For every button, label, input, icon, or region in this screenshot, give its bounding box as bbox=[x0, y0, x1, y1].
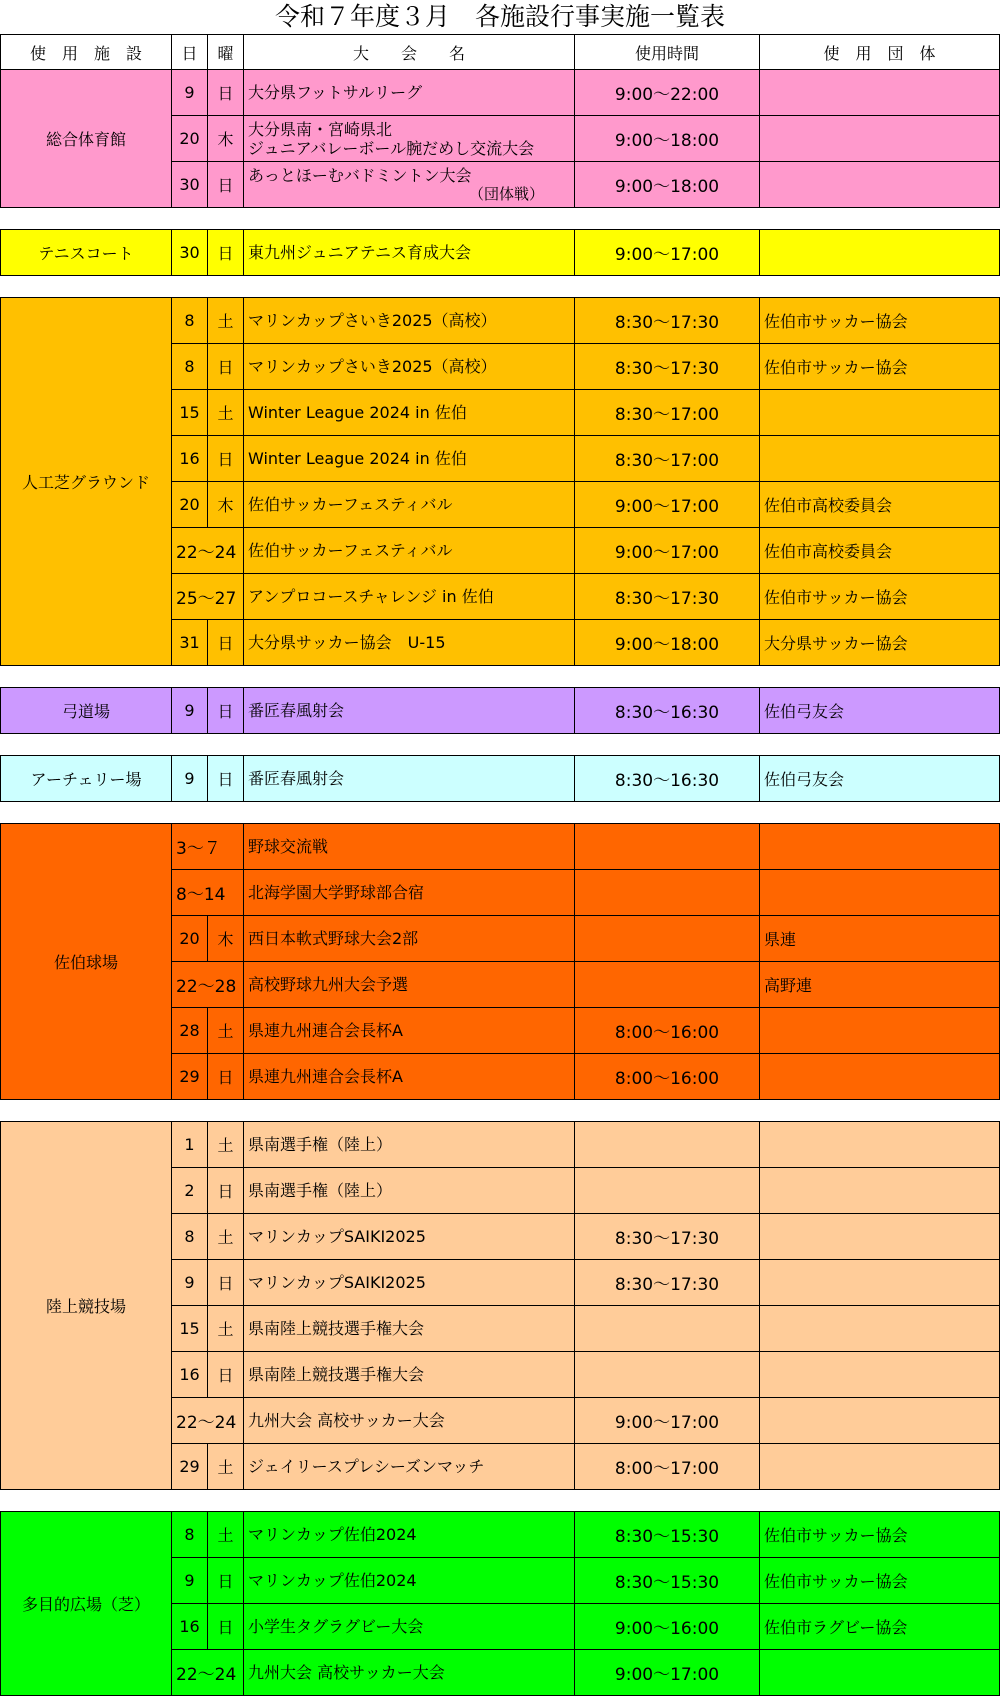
usage-time: 8:00～16:00 bbox=[575, 1008, 760, 1054]
facility-name: 佐伯球場 bbox=[1, 824, 172, 1100]
usage-time: 8:00～17:00 bbox=[575, 1444, 760, 1490]
usage-time: 9:00～16:00 bbox=[575, 1604, 760, 1650]
table-row bbox=[1, 756, 1000, 802]
event-name: 西日本軟式野球大会2部 bbox=[244, 916, 575, 962]
header-weekday: 曜 bbox=[208, 35, 244, 70]
usage-time: 8:30～15:30 bbox=[575, 1558, 760, 1604]
gap-cell bbox=[1, 276, 1000, 298]
weekday-cell: 日 bbox=[208, 1260, 244, 1306]
day-range: 3～７ bbox=[172, 824, 244, 870]
day-cell: 16 bbox=[172, 436, 208, 482]
table-row bbox=[1, 70, 1000, 116]
usage-time: 9:00～22:00 bbox=[575, 70, 760, 116]
header-row bbox=[1, 35, 1000, 70]
event-name: マリンカップさいき2025（高校） bbox=[244, 298, 575, 344]
gap-cell bbox=[1, 1490, 1000, 1512]
event-name: 北海学園大学野球部合宿 bbox=[244, 870, 575, 916]
organization: 佐伯弓友会 bbox=[760, 756, 1000, 802]
header-time: 使用時間 bbox=[575, 35, 760, 70]
organization: 高野連 bbox=[760, 962, 1000, 1008]
weekday-cell: 日 bbox=[208, 1168, 244, 1214]
event-name: マリンカップさいき2025（高校） bbox=[244, 344, 575, 390]
usage-time: 8:30～16:30 bbox=[575, 756, 760, 802]
organization bbox=[760, 824, 1000, 870]
weekday-cell: 土 bbox=[208, 1306, 244, 1352]
usage-time bbox=[575, 824, 760, 870]
event-name: 県連九州連合会長杯A bbox=[244, 1008, 575, 1054]
organization bbox=[760, 436, 1000, 482]
organization: 佐伯市サッカー協会 bbox=[760, 344, 1000, 390]
weekday-cell: 日 bbox=[208, 1604, 244, 1650]
day-range: 22～28 bbox=[172, 962, 244, 1008]
event-name: ジェイリースプレシーズンマッチ bbox=[244, 1444, 575, 1490]
day-cell: 31 bbox=[172, 620, 208, 666]
weekday-cell: 土 bbox=[208, 1214, 244, 1260]
weekday-cell: 日 bbox=[208, 1558, 244, 1604]
event-name: 高校野球九州大会予選 bbox=[244, 962, 575, 1008]
event-name: 県南選手権（陸上） bbox=[244, 1122, 575, 1168]
day-cell: 9 bbox=[172, 756, 208, 802]
event-name: 県南陸上競技選手権大会 bbox=[244, 1352, 575, 1398]
day-cell: 9 bbox=[172, 70, 208, 116]
day-range: 22～24 bbox=[172, 1650, 244, 1696]
organization: 佐伯市サッカー協会 bbox=[760, 1558, 1000, 1604]
weekday-cell: 日 bbox=[208, 344, 244, 390]
weekday-cell: 日 bbox=[208, 688, 244, 734]
event-name: 小学生タグラグビー大会 bbox=[244, 1604, 575, 1650]
day-cell: 1 bbox=[172, 1122, 208, 1168]
section-gap bbox=[1, 276, 1000, 298]
day-cell: 9 bbox=[172, 688, 208, 734]
weekday-cell: 日 bbox=[208, 620, 244, 666]
facility-name: テニスコート bbox=[1, 230, 172, 276]
header-org: 使 用 団 体 bbox=[760, 35, 1000, 70]
usage-time: 8:30～17:30 bbox=[575, 1214, 760, 1260]
usage-time: 8:30～17:30 bbox=[575, 344, 760, 390]
organization bbox=[760, 116, 1000, 162]
day-cell: 8 bbox=[172, 1512, 208, 1558]
gap-cell bbox=[1, 666, 1000, 688]
day-cell: 15 bbox=[172, 1306, 208, 1352]
gap-cell bbox=[1, 734, 1000, 756]
usage-time: 9:00～18:00 bbox=[575, 116, 760, 162]
facility-name: アーチェリー場 bbox=[1, 756, 172, 802]
usage-time bbox=[575, 1352, 760, 1398]
header-day: 日 bbox=[172, 35, 208, 70]
event-name bbox=[244, 116, 575, 162]
section-gap bbox=[1, 802, 1000, 824]
usage-time: 9:00～18:00 bbox=[575, 162, 760, 208]
table-row bbox=[1, 824, 1000, 870]
event-name: 番匠春風射会 bbox=[244, 688, 575, 734]
usage-time: 9:00～18:00 bbox=[575, 620, 760, 666]
usage-time: 9:00～17:00 bbox=[575, 528, 760, 574]
organization: 佐伯市高校委員会 bbox=[760, 528, 1000, 574]
event-subline: （団体戦） bbox=[468, 184, 544, 203]
day-cell: 30 bbox=[172, 162, 208, 208]
day-cell: 8 bbox=[172, 344, 208, 390]
gap-cell bbox=[1, 1100, 1000, 1122]
organization bbox=[760, 1008, 1000, 1054]
organization bbox=[760, 1650, 1000, 1696]
organization bbox=[760, 70, 1000, 116]
weekday-cell: 日 bbox=[208, 230, 244, 276]
event-name: 佐伯サッカーフェスティバル bbox=[244, 528, 575, 574]
usage-time: 8:00～16:00 bbox=[575, 1054, 760, 1100]
weekday-cell: 木 bbox=[208, 482, 244, 528]
schedule-table bbox=[0, 34, 1000, 1696]
event-name: 野球交流戦 bbox=[244, 824, 575, 870]
weekday-cell: 日 bbox=[208, 162, 244, 208]
organization bbox=[760, 230, 1000, 276]
weekday-cell: 土 bbox=[208, 1512, 244, 1558]
facility-name: 陸上競技場 bbox=[1, 1122, 172, 1490]
gap-cell bbox=[1, 802, 1000, 824]
organization: 佐伯市高校委員会 bbox=[760, 482, 1000, 528]
weekday-cell: 日 bbox=[208, 1054, 244, 1100]
event-name: 大分県サッカー協会 U-15 bbox=[244, 620, 575, 666]
day-cell: 29 bbox=[172, 1444, 208, 1490]
gap-cell bbox=[1, 208, 1000, 230]
usage-time: 8:30～17:00 bbox=[575, 390, 760, 436]
header-facility: 使 用 施 設 bbox=[1, 35, 172, 70]
organization: 佐伯市サッカー協会 bbox=[760, 1512, 1000, 1558]
event-name bbox=[244, 162, 575, 208]
usage-time bbox=[575, 962, 760, 1008]
organization bbox=[760, 1122, 1000, 1168]
organization bbox=[760, 162, 1000, 208]
usage-time: 9:00～17:00 bbox=[575, 230, 760, 276]
table-row bbox=[1, 688, 1000, 734]
day-cell: 15 bbox=[172, 390, 208, 436]
event-name: マリンカップ佐伯2024 bbox=[244, 1558, 575, 1604]
event-name: 九州大会 高校サッカー大会 bbox=[244, 1650, 575, 1696]
header-event: 大 会 名 bbox=[244, 35, 575, 70]
organization bbox=[760, 1352, 1000, 1398]
event-name: Winter League 2024 in 佐伯 bbox=[244, 436, 575, 482]
page-title: 令和７年度３月 各施設行事実施一覧表 bbox=[274, 2, 725, 31]
event-name: 佐伯サッカーフェスティバル bbox=[244, 482, 575, 528]
organization bbox=[760, 390, 1000, 436]
event-name: 大分県フットサルリーグ bbox=[244, 70, 575, 116]
usage-time bbox=[575, 1168, 760, 1214]
organization bbox=[760, 1444, 1000, 1490]
event-line: あっとほーむバドミントン大会 bbox=[248, 165, 472, 185]
section-gap bbox=[1, 208, 1000, 230]
section-gap bbox=[1, 734, 1000, 756]
day-cell: 16 bbox=[172, 1604, 208, 1650]
organization bbox=[760, 1214, 1000, 1260]
table-row bbox=[1, 230, 1000, 276]
facility-name: 多目的広場（芝） bbox=[1, 1512, 172, 1696]
organization: 大分県サッカー協会 bbox=[760, 620, 1000, 666]
event-name: 県南選手権（陸上） bbox=[244, 1168, 575, 1214]
usage-time: 8:30～17:00 bbox=[575, 436, 760, 482]
organization: 佐伯市サッカー協会 bbox=[760, 574, 1000, 620]
event-name: 九州大会 高校サッカー大会 bbox=[244, 1398, 575, 1444]
event-name: マリンカップSAIKI2025 bbox=[244, 1214, 575, 1260]
day-range: 22～24 bbox=[172, 1398, 244, 1444]
section-gap bbox=[1, 1100, 1000, 1122]
event-name: Winter League 2024 in 佐伯 bbox=[244, 390, 575, 436]
usage-time: 9:00～17:00 bbox=[575, 1650, 760, 1696]
weekday-cell: 木 bbox=[208, 116, 244, 162]
schedule-body bbox=[1, 35, 1000, 1696]
usage-time: 8:30～15:30 bbox=[575, 1512, 760, 1558]
weekday-cell: 日 bbox=[208, 70, 244, 116]
event-subline: ジュニアバレーボール腕だめし交流大会 bbox=[248, 138, 535, 158]
day-range: 25～27 bbox=[172, 574, 244, 620]
usage-time bbox=[575, 1122, 760, 1168]
event-name: 東九州ジュニアテニス育成大会 bbox=[244, 230, 575, 276]
organization bbox=[760, 1260, 1000, 1306]
weekday-cell: 土 bbox=[208, 1008, 244, 1054]
organization: 県連 bbox=[760, 916, 1000, 962]
weekday-cell: 土 bbox=[208, 390, 244, 436]
organization bbox=[760, 1168, 1000, 1214]
usage-time: 9:00～17:00 bbox=[575, 1398, 760, 1444]
day-range: 8～14 bbox=[172, 870, 244, 916]
usage-time bbox=[575, 870, 760, 916]
weekday-cell: 土 bbox=[208, 298, 244, 344]
weekday-cell: 日 bbox=[208, 756, 244, 802]
usage-time: 8:30～17:30 bbox=[575, 298, 760, 344]
facility-name: 人工芝グラウンド bbox=[1, 298, 172, 666]
event-name: 県連九州連合会長杯A bbox=[244, 1054, 575, 1100]
usage-time: 8:30～17:30 bbox=[575, 1260, 760, 1306]
organization: 佐伯弓友会 bbox=[760, 688, 1000, 734]
day-cell: 20 bbox=[172, 116, 208, 162]
day-cell: 16 bbox=[172, 1352, 208, 1398]
usage-time: 8:30～16:30 bbox=[575, 688, 760, 734]
organization: 佐伯市サッカー協会 bbox=[760, 298, 1000, 344]
organization bbox=[760, 870, 1000, 916]
weekday-cell: 日 bbox=[208, 436, 244, 482]
day-cell: 28 bbox=[172, 1008, 208, 1054]
day-cell: 9 bbox=[172, 1558, 208, 1604]
organization: 佐伯市ラグビー協会 bbox=[760, 1604, 1000, 1650]
event-name: マリンカップ佐伯2024 bbox=[244, 1512, 575, 1558]
weekday-cell: 土 bbox=[208, 1444, 244, 1490]
usage-time bbox=[575, 1306, 760, 1352]
usage-time bbox=[575, 916, 760, 962]
day-cell: 20 bbox=[172, 916, 208, 962]
weekday-cell: 日 bbox=[208, 1352, 244, 1398]
organization bbox=[760, 1398, 1000, 1444]
section-gap bbox=[1, 666, 1000, 688]
event-name: 番匠春風射会 bbox=[244, 756, 575, 802]
facility-name: 弓道場 bbox=[1, 688, 172, 734]
table-row bbox=[1, 298, 1000, 344]
table-row bbox=[1, 1512, 1000, 1558]
day-cell: 8 bbox=[172, 1214, 208, 1260]
day-cell: 2 bbox=[172, 1168, 208, 1214]
day-range: 22～24 bbox=[172, 528, 244, 574]
day-cell: 8 bbox=[172, 298, 208, 344]
usage-time: 8:30～17:30 bbox=[575, 574, 760, 620]
event-line: 大分県南・宮崎県北 bbox=[248, 119, 393, 139]
day-cell: 30 bbox=[172, 230, 208, 276]
section-gap bbox=[1, 1490, 1000, 1512]
day-cell: 20 bbox=[172, 482, 208, 528]
event-name: アンプロコースチャレンジ in 佐伯 bbox=[244, 574, 575, 620]
day-cell: 9 bbox=[172, 1260, 208, 1306]
event-name: マリンカップSAIKI2025 bbox=[244, 1260, 575, 1306]
usage-time: 9:00～17:00 bbox=[575, 482, 760, 528]
table-row bbox=[1, 1122, 1000, 1168]
organization bbox=[760, 1054, 1000, 1100]
weekday-cell: 土 bbox=[208, 1122, 244, 1168]
event-name: 県南陸上競技選手権大会 bbox=[244, 1306, 575, 1352]
organization bbox=[760, 1306, 1000, 1352]
day-cell: 29 bbox=[172, 1054, 208, 1100]
facility-name: 総合体育館 bbox=[1, 70, 172, 208]
weekday-cell: 木 bbox=[208, 916, 244, 962]
